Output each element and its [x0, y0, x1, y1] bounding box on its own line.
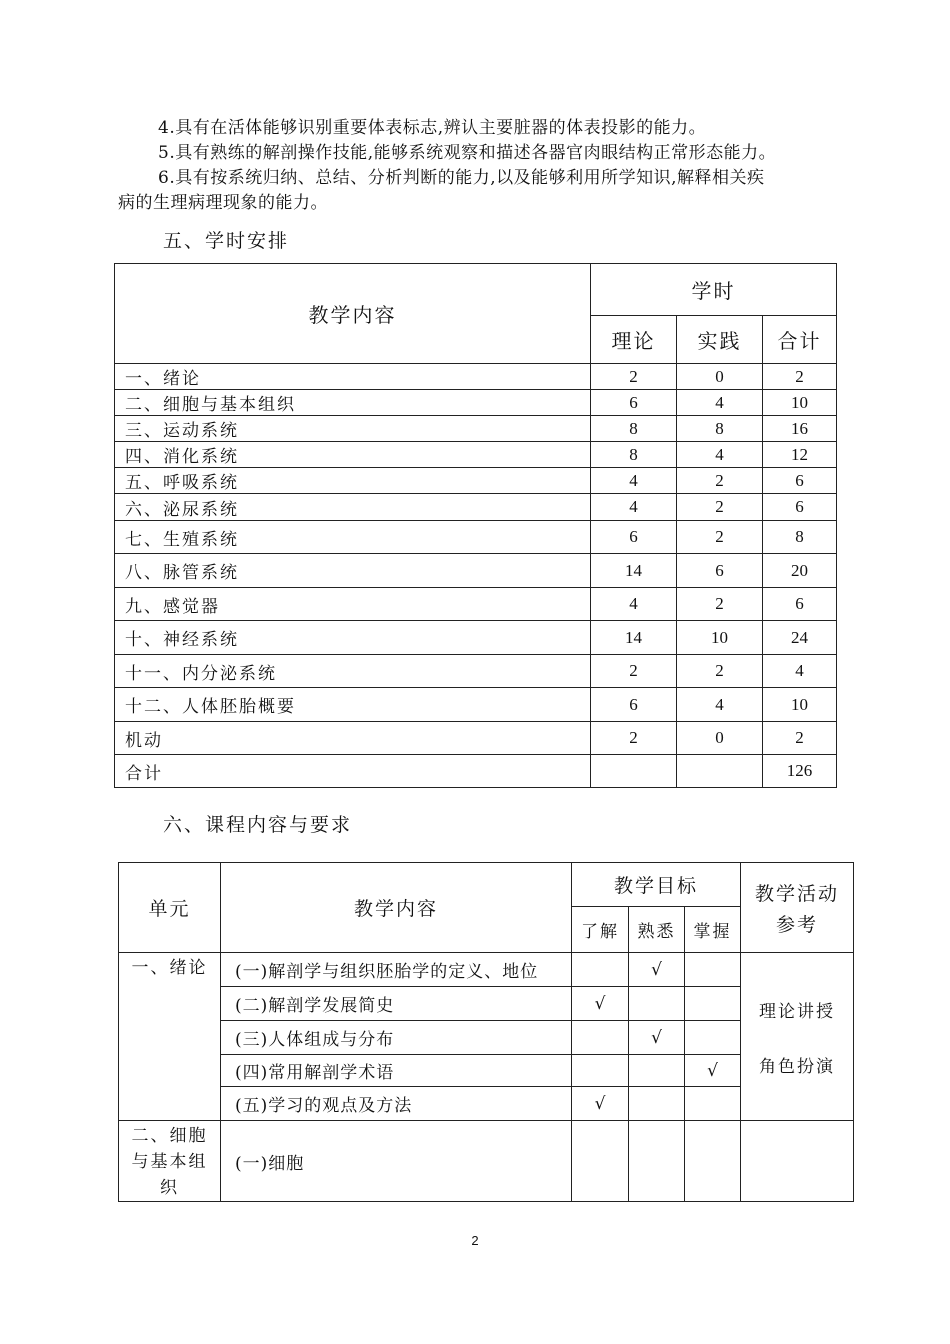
unit-1-item-3: (三)人体组成与分布: [221, 1021, 572, 1055]
paragraph-4-text: 4.具有在活体能够识别重要体表标志,辨认主要脏器的体表投影的能力。: [158, 118, 707, 138]
hours-row-name: 机动: [115, 722, 591, 755]
check-cell: [572, 1055, 629, 1087]
hours-row: [115, 442, 837, 468]
hours-row-name: 八、脉管系统: [115, 554, 591, 588]
hours-row-theory: 6: [591, 390, 677, 416]
hours-row-theory: 4: [591, 468, 677, 494]
hours-row-name: 十一、内分泌系统: [115, 655, 591, 688]
hours-row: [115, 416, 837, 442]
check-cell: [685, 1087, 741, 1121]
check-mark: √: [685, 1055, 741, 1087]
unit-1-activity: [741, 953, 854, 1121]
paragraph-6-text: 6.具有按系统归纳、总结、分析判断的能力,以及能够利用所学知识,解释相关疾: [158, 168, 765, 188]
check-cell: [685, 1021, 741, 1055]
hours-row-practice: 2: [677, 521, 763, 554]
paragraph-5: [118, 141, 838, 166]
paragraph-6-cont-text: 病的生理病理现象的能力。: [118, 193, 328, 213]
hours-subheader-practice: 实践: [677, 316, 763, 364]
hours-row-practice: 2: [677, 494, 763, 521]
check-mark: √: [629, 1021, 685, 1055]
hours-row-name: 四、消化系统: [115, 442, 591, 468]
hours-row-practice: 2: [677, 588, 763, 621]
hours-row-practice: 8: [677, 416, 763, 442]
hours-row-practice: 6: [677, 554, 763, 588]
hours-row-theory: 6: [591, 521, 677, 554]
check-mark: √: [629, 953, 685, 987]
goal-level-familiar: 熟悉: [629, 907, 685, 953]
hours-row-name: 六、泌尿系统: [115, 494, 591, 521]
hours-row: [115, 655, 837, 688]
hours-header-hours: 学时: [591, 264, 837, 316]
hours-row-name: 七、生殖系统: [115, 521, 591, 554]
hours-row-total: 10: [763, 688, 837, 722]
paragraph-5-text: 5.具有熟练的解剖操作技能,能够系统观察和描述各器官肉眼结构正常形态能力。: [158, 143, 777, 163]
section-5-title: 五、学时安排: [163, 230, 290, 252]
hours-row-practice: 4: [677, 688, 763, 722]
unit-2-label-line3: 织: [160, 1178, 179, 1198]
hours-row-name: 十二、人体胚胎概要: [115, 688, 591, 722]
hours-row-theory: 8: [591, 416, 677, 442]
check-cell: [685, 987, 741, 1021]
hours-row-theory: 4: [591, 494, 677, 521]
activity-header-line2: 参考: [776, 913, 819, 936]
hours-subheader-total: 合计: [763, 316, 837, 364]
hours-row-practice: 2: [677, 655, 763, 688]
paragraph-6: [118, 166, 838, 191]
content-header-activity: [741, 863, 854, 953]
hours-row-total: 10: [763, 390, 837, 416]
hours-row-name: 十、神经系统: [115, 621, 591, 655]
hours-row-theory: 8: [591, 442, 677, 468]
hours-row-total: 20: [763, 554, 837, 588]
hours-row: [115, 554, 837, 588]
goal-level-understand: 了解: [572, 907, 629, 953]
empty-cell: [685, 1121, 741, 1202]
hours-row-practice: 10: [677, 621, 763, 655]
unit-1-item-5: (五)学习的观点及方法: [221, 1087, 572, 1121]
hours-row-theory: [591, 755, 677, 788]
hours-row-total: 2: [763, 722, 837, 755]
check-cell: [685, 953, 741, 987]
hours-row-name: 一、绪论: [115, 364, 591, 390]
hours-row-theory: 14: [591, 554, 677, 588]
unit-2-item-1: (一)细胞: [221, 1121, 572, 1202]
activity-lecture: 理论讲授: [759, 1001, 836, 1022]
hours-row-total: 4: [763, 655, 837, 688]
hours-row-practice: 0: [677, 722, 763, 755]
hours-row-total: 6: [763, 494, 837, 521]
hours-row-theory: 14: [591, 621, 677, 655]
hours-row-practice: 4: [677, 390, 763, 416]
hours-row: [115, 521, 837, 554]
content-header-content: 教学内容: [221, 863, 572, 953]
check-cell: [629, 1087, 685, 1121]
check-cell: [572, 1021, 629, 1055]
activity-role-play: 角色扮演: [759, 1056, 836, 1077]
hours-row: [115, 494, 837, 521]
page-number: 2: [471, 1233, 479, 1248]
unit-1-label: 一、绪论: [119, 953, 221, 1121]
unit-2-label-line1: 二、细胞: [131, 1126, 208, 1146]
hours-row-theory: 2: [591, 364, 677, 390]
hours-header-content: 教学内容: [115, 264, 591, 364]
hours-row-theory: 2: [591, 655, 677, 688]
check-mark: √: [572, 1087, 629, 1121]
hours-row-practice: 4: [677, 442, 763, 468]
hours-row-total: 8: [763, 521, 837, 554]
hours-row-total: 12: [763, 442, 837, 468]
content-header-unit: 单元: [119, 863, 221, 953]
paragraph-6-continued: [118, 191, 838, 216]
check-cell: [629, 1055, 685, 1087]
empty-cell: [572, 1121, 629, 1202]
hours-row-practice: [677, 755, 763, 788]
unit-1-item-2: (二)解剖学发展简史: [221, 987, 572, 1021]
hours-row: [115, 468, 837, 494]
hours-row-name: 九、感觉器: [115, 588, 591, 621]
unit-2-label-line2: 与基本组: [131, 1152, 208, 1172]
content-table: [118, 862, 854, 1202]
hours-row: [115, 621, 837, 655]
content-header-goal: 教学目标: [572, 863, 741, 907]
hours-row-total: 126: [763, 755, 837, 788]
section-6-title: 六、课程内容与要求: [163, 814, 353, 836]
hours-row: [115, 390, 837, 416]
hours-row-theory: 4: [591, 588, 677, 621]
check-mark: √: [572, 987, 629, 1021]
hours-row-total: 6: [763, 588, 837, 621]
hours-row-total: 16: [763, 416, 837, 442]
hours-row-theory: 2: [591, 722, 677, 755]
hours-row: [115, 364, 837, 390]
hours-row-theory: 6: [591, 688, 677, 722]
hours-row-name: 二、细胞与基本组织: [115, 390, 591, 416]
goal-level-master: 掌握: [685, 907, 741, 953]
unit-1-item-1: (一)解剖学与组织胚胎学的定义、地位: [221, 953, 572, 987]
hours-row-total: 6: [763, 468, 837, 494]
hours-row: [115, 755, 837, 788]
hours-row: [115, 588, 837, 621]
hours-row-name: 合计: [115, 755, 591, 788]
unit-2-label: [119, 1121, 221, 1202]
hours-row-total: 24: [763, 621, 837, 655]
hours-row-practice: 0: [677, 364, 763, 390]
hours-row-name: 三、运动系统: [115, 416, 591, 442]
hours-subheader-theory: 理论: [591, 316, 677, 364]
hours-row-total: 2: [763, 364, 837, 390]
hours-row: [115, 722, 837, 755]
activity-header-line1: 教学活动: [755, 882, 840, 905]
empty-cell: [629, 1121, 685, 1202]
hours-row-name: 五、呼吸系统: [115, 468, 591, 494]
hours-row-practice: 2: [677, 468, 763, 494]
empty-cell: [741, 1121, 854, 1202]
paragraph-4: [118, 116, 838, 141]
hours-table: [114, 263, 837, 788]
unit-1-item-4: (四)常用解剖学术语: [221, 1055, 572, 1087]
check-cell: [629, 987, 685, 1021]
check-cell: [572, 953, 629, 987]
hours-row: [115, 688, 837, 722]
